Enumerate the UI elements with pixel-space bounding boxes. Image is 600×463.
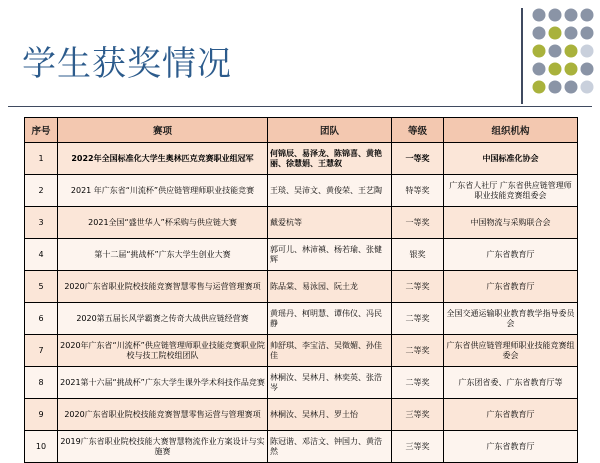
decorative-dot bbox=[565, 81, 578, 94]
cell-level: 二等奖 bbox=[392, 303, 444, 335]
cell-team: 帅舒琪、李宝洁、吴徵媚、孙佳佳 bbox=[268, 335, 392, 367]
cell-organization: 广东省供应链管理师职业技能竞赛组委会 bbox=[444, 335, 578, 367]
decorative-dot bbox=[549, 27, 562, 40]
cell-organization: 广东省教育厅 bbox=[444, 271, 578, 303]
cell-team: 戴爱杭等 bbox=[268, 207, 392, 239]
decorative-dot bbox=[549, 63, 562, 76]
header-level: 等级 bbox=[392, 118, 444, 143]
cell-organization: 广东省教育厅 bbox=[444, 399, 578, 431]
decorative-dot bbox=[581, 27, 594, 40]
cell-level: 二等奖 bbox=[392, 367, 444, 399]
cell-team: 黄瑶丹、柯明慧、谭伟仪、冯民静 bbox=[268, 303, 392, 335]
cell-event: 2020广东省职业院校技能竞赛智慧零售与运营管理赛项 bbox=[58, 271, 268, 303]
cell-event: 2021 年广东省“川流杯”供应链管理师职业技能竞赛 bbox=[58, 175, 268, 207]
table-row bbox=[25, 239, 578, 271]
page-title: 学生获奖情况 bbox=[22, 44, 232, 84]
cell-index: 4 bbox=[25, 239, 58, 271]
cell-team: 陈冠谐、邓洁文、钟国力、黄浩然 bbox=[268, 431, 392, 463]
cell-team: 郭可儿、林沛禛、杨若瑜、张健辉 bbox=[268, 239, 392, 271]
table-row bbox=[25, 143, 578, 175]
cell-event: 2021第十六届“挑战杯”广东大学生课外学术科技作品竞赛 bbox=[58, 367, 268, 399]
cell-event: 第十二届“挑战杯”广东大学生创业大赛 bbox=[58, 239, 268, 271]
table-row bbox=[25, 335, 578, 367]
table-row bbox=[25, 367, 578, 399]
header-team: 团队 bbox=[268, 118, 392, 143]
table-row bbox=[25, 399, 578, 431]
cell-event: 2021全国“盛世华人”杯采购与供应链大赛 bbox=[58, 207, 268, 239]
decorative-dot bbox=[533, 63, 546, 76]
cell-event: 2020广东省职业院校技能竞赛智慧零售运营与管理赛项 bbox=[58, 399, 268, 431]
decorative-dot bbox=[565, 63, 578, 76]
cell-index: 2 bbox=[25, 175, 58, 207]
cell-level: 三等奖 bbox=[392, 399, 444, 431]
cell-index: 3 bbox=[25, 207, 58, 239]
cell-index: 7 bbox=[25, 335, 58, 367]
cell-level: 特等奖 bbox=[392, 175, 444, 207]
header-event: 赛项 bbox=[58, 118, 268, 143]
table-row bbox=[25, 431, 578, 463]
cell-level: 二等奖 bbox=[392, 271, 444, 303]
decorative-dot bbox=[581, 45, 594, 58]
decorative-dot bbox=[533, 9, 546, 22]
decorative-dot bbox=[581, 81, 594, 94]
cell-index: 6 bbox=[25, 303, 58, 335]
cell-level: 三等奖 bbox=[392, 431, 444, 463]
cell-event: 2019广东省职业院校技能大赛智慧物流作业方案设计与实施赛 bbox=[58, 431, 268, 463]
title-horizontal-divider bbox=[8, 106, 592, 107]
cell-index: 10 bbox=[25, 431, 58, 463]
cell-index: 5 bbox=[25, 271, 58, 303]
table-row bbox=[25, 207, 578, 239]
cell-organization: 广东省人社厅 广东省供应链管理师职业技能竞赛组委会 bbox=[444, 175, 578, 207]
cell-organization: 广东省教育厅 bbox=[444, 239, 578, 271]
decorative-dot bbox=[581, 9, 594, 22]
header-organization: 组织机构 bbox=[444, 118, 578, 143]
cell-organization: 中国标准化协会 bbox=[444, 143, 578, 175]
decorative-dot bbox=[565, 9, 578, 22]
cell-organization: 全国交通运输职业教育教学指导委员会 bbox=[444, 303, 578, 335]
cell-team: 林桐汝、吴林月、林奕英、张浩岑 bbox=[268, 367, 392, 399]
cell-team: 陈品棠、易泳园、阮土龙 bbox=[268, 271, 392, 303]
decorative-dot bbox=[549, 81, 562, 94]
table-row bbox=[25, 175, 578, 207]
cell-level: 一等奖 bbox=[392, 207, 444, 239]
cell-index: 1 bbox=[25, 143, 58, 175]
header-index: 序号 bbox=[25, 118, 58, 143]
cell-index: 9 bbox=[25, 399, 58, 431]
cell-level: 银奖 bbox=[392, 239, 444, 271]
decorative-dot-grid bbox=[530, 6, 600, 106]
cell-team: 王琰、吴沛文、黄俊荣、王艺陶 bbox=[268, 175, 392, 207]
cell-level: 二等奖 bbox=[392, 335, 444, 367]
title-vertical-divider bbox=[521, 8, 523, 104]
decorative-dot bbox=[533, 81, 546, 94]
cell-level: 一等奖 bbox=[392, 143, 444, 175]
table-row bbox=[25, 271, 578, 303]
cell-organization: 广东团省委、广东省教育厅等 bbox=[444, 367, 578, 399]
cell-organization: 广东省教育厅 bbox=[444, 431, 578, 463]
cell-organization: 中国物流与采购联合会 bbox=[444, 207, 578, 239]
decorative-dot bbox=[533, 45, 546, 58]
cell-event: 2020第五届长风学霸赛之传奇大战供应链经营赛 bbox=[58, 303, 268, 335]
cell-event: 2020年广东省“川流杯”供应链管理师职业技能竞赛职业院校与技工院校组团队 bbox=[58, 335, 268, 367]
decorative-dot bbox=[549, 45, 562, 58]
cell-team: 何锦辰、易泽龙、陈锦喜、黄艳丽、徐慧娟、王慧叙 bbox=[268, 143, 392, 175]
decorative-dot bbox=[565, 45, 578, 58]
cell-index: 8 bbox=[25, 367, 58, 399]
decorative-dot bbox=[565, 27, 578, 40]
table-row bbox=[25, 303, 578, 335]
decorative-dot bbox=[581, 63, 594, 76]
table-header-row bbox=[25, 118, 578, 143]
cell-event: 2022年全国标准化大学生奥林匹克竞赛职业组冠军 bbox=[58, 143, 268, 175]
cell-team: 林桐汝、吴林月、罗土怡 bbox=[268, 399, 392, 431]
decorative-dot bbox=[549, 9, 562, 22]
decorative-dot bbox=[533, 27, 546, 40]
awards-table bbox=[24, 117, 578, 463]
